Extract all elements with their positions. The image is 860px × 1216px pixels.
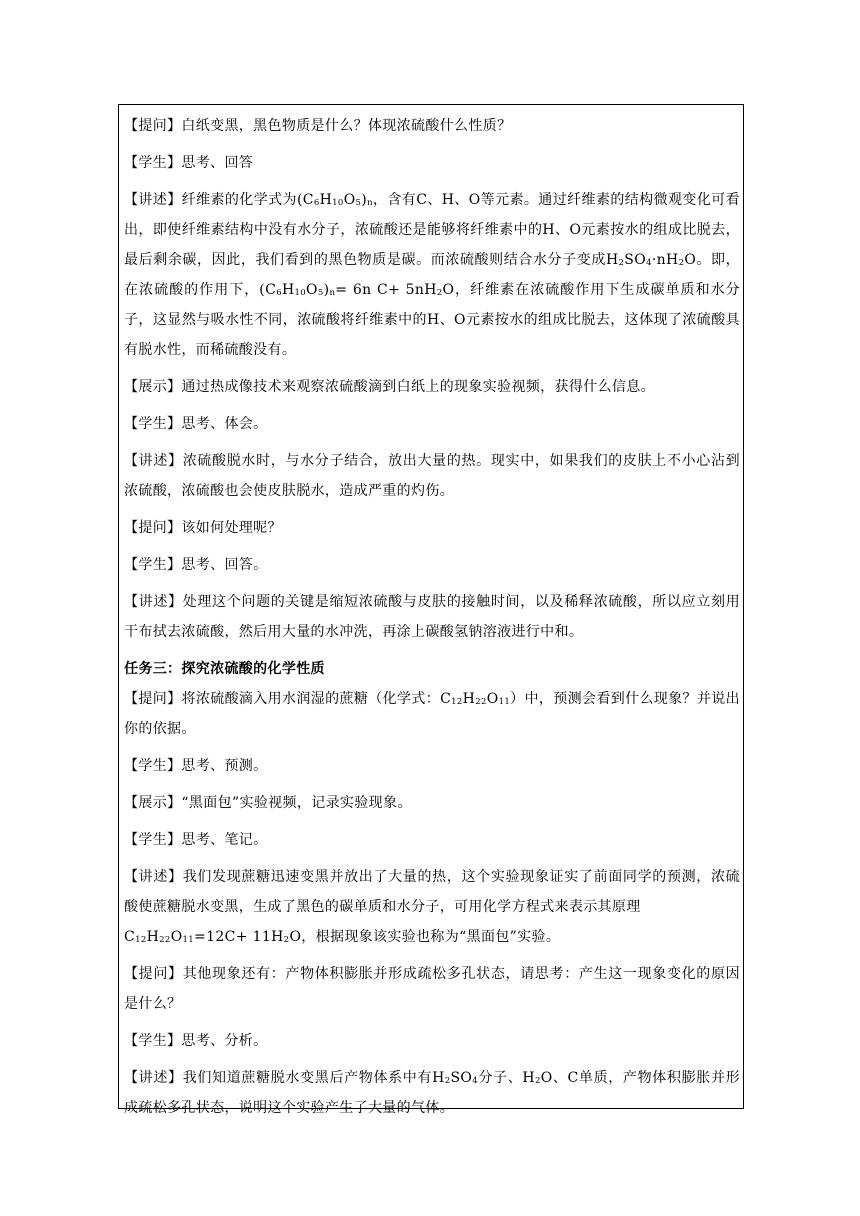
paragraph-text: 该如何处理呢？ bbox=[181, 520, 282, 536]
student-paragraph bbox=[124, 751, 740, 781]
text-run: O bbox=[343, 192, 356, 208]
subscript: 2 bbox=[678, 258, 685, 268]
subscript: 4 bbox=[472, 1076, 479, 1086]
student-paragraph bbox=[124, 409, 740, 439]
paragraph-text: 思考、体会。 bbox=[181, 416, 268, 432]
tag-label: 【提问】 bbox=[124, 691, 182, 707]
subscript: 2 bbox=[283, 935, 290, 945]
text-run: H bbox=[462, 691, 476, 707]
tag-label: 【讲述】 bbox=[124, 869, 183, 885]
subscript: 22 bbox=[475, 697, 487, 707]
text-run: H bbox=[319, 192, 333, 208]
tag-label: 【提问】 bbox=[124, 966, 183, 982]
text-run: ) bbox=[323, 282, 330, 298]
text-run: 分子、H bbox=[478, 1070, 535, 1086]
paragraph-text: 思考、分析。 bbox=[181, 1033, 268, 1049]
subscript: 4 bbox=[646, 258, 652, 268]
subscript: n bbox=[367, 198, 373, 208]
text-run: C bbox=[124, 929, 136, 945]
paragraph-text: 思考、预测。 bbox=[181, 758, 268, 774]
paragraph-text: 白纸变黑，黑色物质是什么？体现浓硫酸什么性质？ bbox=[181, 118, 512, 134]
question-paragraph bbox=[124, 111, 740, 141]
lecture-paragraph bbox=[124, 185, 740, 365]
lecture-paragraph bbox=[124, 587, 740, 647]
tag-label: 【学生】 bbox=[124, 155, 182, 171]
student-paragraph bbox=[124, 148, 740, 178]
text-run: O bbox=[306, 282, 318, 298]
text-run: = 6n C+ 5nH bbox=[335, 282, 437, 298]
text-run: O，纤维素在浓硫酸作用下生成碳单质和水分子，这显然与吸水性不同，浓硫酸将纤维素中的H、O元素按水的组成比脱去，这体现了浓硫酸具有脱水性，而稀硫酸没有。 bbox=[124, 282, 740, 358]
student-paragraph bbox=[124, 825, 740, 855]
text-run: O bbox=[170, 929, 183, 945]
tag-label: 【展示】 bbox=[124, 795, 182, 811]
text-run: O。即，在浓硫酸的作用下，(C bbox=[124, 252, 740, 298]
subscript: 12 bbox=[451, 697, 463, 707]
text-run: ）中，预测会看到什么现象？并说出你的依据。 bbox=[124, 691, 740, 737]
subscript: 11 bbox=[498, 697, 511, 707]
tag-label: 【学生】 bbox=[124, 758, 182, 774]
subscript: 11 bbox=[182, 935, 195, 945]
question-paragraph bbox=[124, 684, 740, 744]
text-run: 纤维素的化学式为(C bbox=[181, 192, 314, 208]
subscript: n bbox=[329, 288, 336, 298]
tag-label: 【学生】 bbox=[124, 557, 182, 573]
paragraph-text: 其他现象还有：产物体积膨胀并形成疏松多孔状态，请思考：产生这一现象变化的原因是什么？ bbox=[124, 966, 740, 1012]
subscript: 10 bbox=[294, 288, 307, 298]
subscript: 5 bbox=[317, 288, 324, 298]
text-run: O、C单质，产物体积膨胀并形成疏松多孔状态，说明这个实验产生了大量的气体。 bbox=[124, 1070, 740, 1116]
lecture-paragraph bbox=[124, 446, 740, 506]
paragraph-text: 处理这个问题的关键是缩短浓硫酸与皮肤的接触时间，以及稀释浓硫酸，所以应立刻用干布拭去浓硫酸，然后用大量的水冲洗，再涂上碳酸氢钠溶液进行中和。 bbox=[124, 594, 740, 640]
paragraph-text: 浓硫酸脱水时，与水分子结合，放出大量的热。现实中，如果我们的皮肤上不小心沾到浓硫酸，浓硫酸也会使皮肤脱水，造成严重的灼伤。 bbox=[124, 453, 740, 499]
subscript: 2 bbox=[534, 1076, 541, 1086]
subscript: 2 bbox=[618, 258, 625, 268]
tag-label: 【提问】 bbox=[124, 118, 182, 134]
lecture-paragraph bbox=[124, 1063, 740, 1123]
student-paragraph bbox=[124, 550, 740, 580]
text-run: H bbox=[146, 929, 160, 945]
subscript: 10 bbox=[332, 198, 344, 208]
paragraph-text: 思考、回答 bbox=[181, 155, 254, 171]
lecture-paragraph bbox=[124, 862, 740, 952]
tag-label: 【讲述】 bbox=[124, 1070, 183, 1086]
text-run: H bbox=[281, 282, 295, 298]
tag-label: 【讲述】 bbox=[124, 594, 183, 610]
tag-label: 【提问】 bbox=[124, 520, 182, 536]
text-run: 我们发现蔗糖迅速变黑并放出了大量的热，这个实验现象证实了前面同学的预测，浓硫酸使蔗糖脱水变黑，生成了黑色的碳单质和水分子，可用化学方程式来表示其原理 bbox=[124, 869, 740, 915]
tag-label: 【讲述】 bbox=[124, 192, 182, 208]
display-paragraph bbox=[124, 788, 740, 818]
tag-label: 【学生】 bbox=[124, 1033, 182, 1049]
text-run: O bbox=[486, 691, 499, 707]
subscript: 2 bbox=[436, 288, 443, 298]
tag-label: 【学生】 bbox=[124, 416, 182, 432]
text-run: SO bbox=[450, 1070, 473, 1086]
text-run: 将浓硫酸滴入用水润湿的蔗糖（化学式：C bbox=[181, 691, 452, 707]
lesson-content bbox=[124, 111, 740, 1130]
text-run: =12C+ 11H bbox=[194, 929, 284, 945]
subscript: 2 bbox=[444, 1076, 451, 1086]
subscript: 6 bbox=[276, 288, 282, 298]
tag-label: 【讲述】 bbox=[124, 453, 183, 469]
task-title: 任务三：探究浓硫酸的化学性质 bbox=[124, 661, 325, 677]
text-run: ，含有C、H、O等元素。通过纤维素的结构微观变化可看出，即使纤维素结构中没有水分子，浓硫酸还是能够将纤维素中的H、O元素按水的组成比脱去，最后剩余碳，因此，我们看到的黑色物质是碳。而浓硫酸则结合水分子变成H bbox=[124, 192, 741, 268]
display-paragraph bbox=[124, 372, 740, 402]
tag-label: 【展示】 bbox=[124, 379, 182, 395]
text-run: O，根据现象该实验也称为“黑面包”实验。 bbox=[289, 929, 561, 945]
paragraph-text: 通过热成像技术来观察浓硫酸滴到白纸上的现象实验视频，获得什么信息。 bbox=[181, 379, 655, 395]
tag-label: 【学生】 bbox=[124, 832, 182, 848]
paragraph-text: 思考、回答。 bbox=[181, 557, 268, 573]
task-heading bbox=[124, 654, 740, 684]
student-paragraph bbox=[124, 1026, 740, 1056]
subscript: 22 bbox=[159, 935, 171, 945]
text-run: 我们知道蔗糖脱水变黑后产物体系中有H bbox=[182, 1070, 445, 1086]
subscript: 6 bbox=[313, 198, 320, 208]
question-paragraph bbox=[124, 513, 740, 543]
question-paragraph bbox=[124, 959, 740, 1019]
text-run: ·nH bbox=[651, 252, 679, 268]
subscript: 5 bbox=[355, 198, 362, 208]
text-run: ) bbox=[361, 192, 368, 208]
paragraph-text: “黑面包”实验视频，记录实验现象。 bbox=[181, 795, 412, 811]
paragraph-text: 思考、笔记。 bbox=[181, 832, 268, 848]
text-run: SO bbox=[624, 252, 647, 268]
subscript: 12 bbox=[135, 935, 147, 945]
